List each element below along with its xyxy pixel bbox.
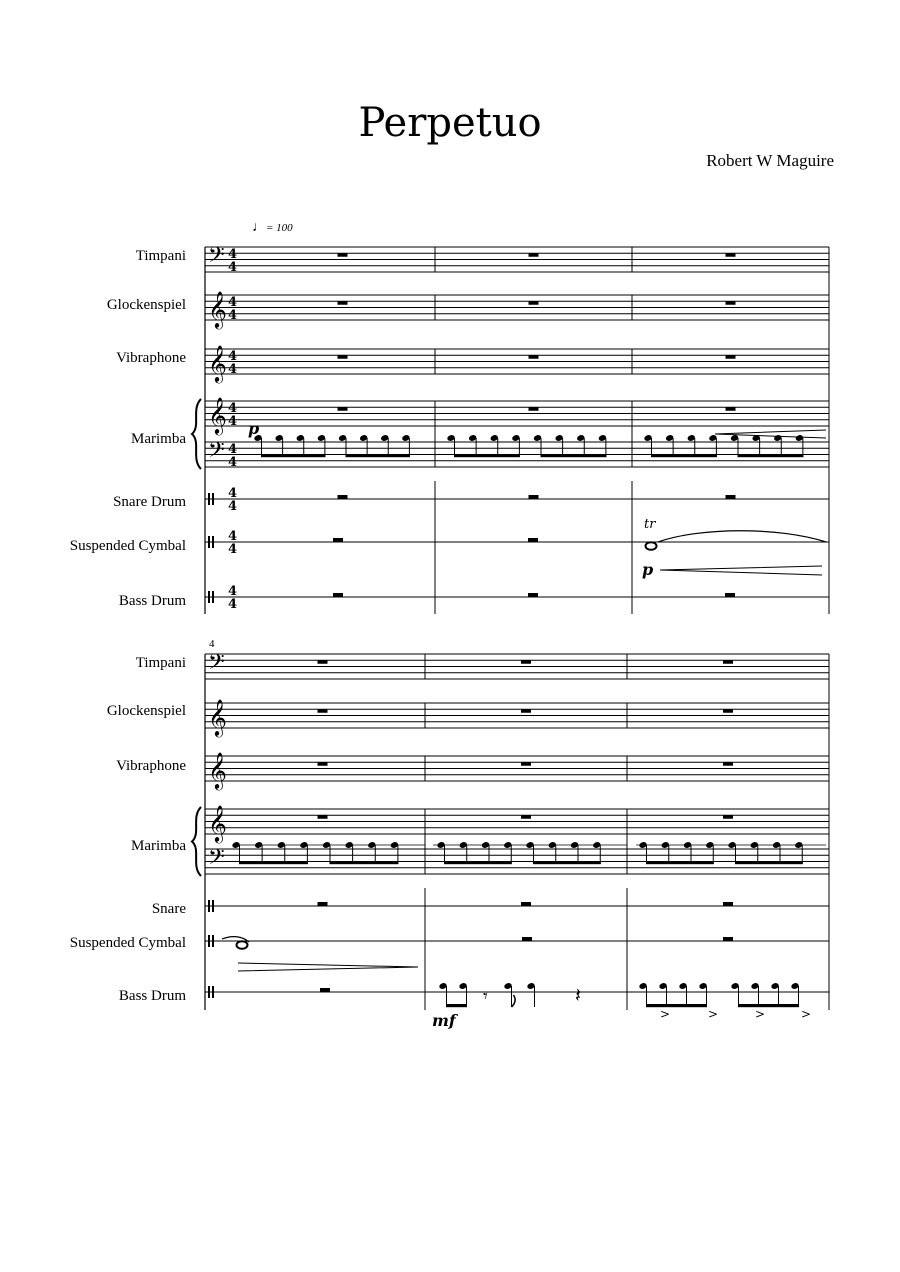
sys1-marimba-brace <box>192 399 201 469</box>
sys1-ts-mar-top-top: 4 <box>228 401 238 416</box>
inst-label-vibraphone-2: Vibraphone <box>116 758 186 774</box>
whole-rest <box>318 815 328 819</box>
percussion-clef <box>212 900 214 912</box>
percussion-clef <box>208 935 210 947</box>
sys2-marimba-beam <box>330 861 399 864</box>
sys1-ts-bd-top: 4 <box>228 584 238 599</box>
sys2-marimba-beam <box>444 861 512 864</box>
sys2-marimba-beam <box>239 861 308 864</box>
sys1-marimba-beam <box>541 454 607 457</box>
whole-rest <box>726 253 736 257</box>
bassdrum-flag <box>512 995 516 1007</box>
inst-label-glockenspiel: Glockenspiel <box>106 297 186 313</box>
whole-rest <box>318 762 328 766</box>
inst-label-snare-2: Snare <box>151 901 186 917</box>
whole-rest <box>521 762 531 766</box>
sys1-treble-clef: 𝄞 <box>208 290 227 328</box>
sys2-marimba-brace <box>192 807 201 876</box>
whole-rest <box>529 355 539 359</box>
whole-rest <box>521 902 531 906</box>
whole-rest <box>726 495 736 499</box>
sys1-treble-clef: 𝄞 <box>208 396 227 434</box>
sys2-marimba-beam <box>533 861 601 864</box>
measure-number: 4 <box>209 638 215 650</box>
percussion-clef <box>208 900 210 912</box>
sys1-ts-mar-bot-bottom: 4 <box>228 455 238 470</box>
inst-label-marimba: Marimba <box>131 431 186 447</box>
percussion-clef <box>212 536 214 548</box>
percussion-clef <box>212 493 214 505</box>
accent-mark: > <box>801 1007 812 1021</box>
whole-rest <box>723 815 733 819</box>
sys1-ts-mar-top-bottom: 4 <box>228 414 238 429</box>
sys1-ts-mar-bot-top: 4 <box>228 442 238 457</box>
bassdrum-beam <box>738 1004 799 1007</box>
bassdrum-beam <box>646 1004 707 1007</box>
sys1-marimba-beam <box>738 454 804 457</box>
bassdrum-beam <box>446 1004 467 1007</box>
sys1-ts-timpani-bottom: 4 <box>228 260 238 275</box>
sys2-treble-clef: 𝄞 <box>208 804 227 842</box>
sys1-ts-cym-bottom: 4 <box>228 542 238 557</box>
whole-rest <box>521 815 531 819</box>
cymbal-crescendo <box>660 566 822 575</box>
sys1-ts-snare-top: 4 <box>228 486 238 501</box>
whole-rest <box>723 709 733 713</box>
cymbal-whole-note <box>237 941 248 949</box>
whole-rest <box>338 355 348 359</box>
inst-label-bass-drum: Bass Drum <box>118 593 186 609</box>
sys1-ts-vib-bottom: 4 <box>228 362 238 377</box>
whole-rest <box>723 937 733 941</box>
sys1-ts-glock-bottom: 4 <box>228 308 238 323</box>
sys1-marimba-beam <box>651 454 717 457</box>
inst-label-timpani-2: Timpani <box>135 655 186 671</box>
whole-rest <box>318 660 328 664</box>
cymbal-whole-note <box>646 542 657 550</box>
whole-rest <box>333 538 343 542</box>
accent-mark: > <box>755 1007 766 1021</box>
sys1-ts-cym-top: 4 <box>228 529 238 544</box>
composer: Robert W Maguire <box>706 151 834 170</box>
cymbal-dynamic: p <box>642 560 654 579</box>
marimba-dynamic: p <box>248 419 260 438</box>
whole-rest <box>528 538 538 542</box>
percussion-clef <box>212 935 214 947</box>
sys1-marimba-beam <box>346 454 410 457</box>
percussion-clef <box>212 591 214 603</box>
whole-rest <box>529 253 539 257</box>
inst-label-vibraphone: Vibraphone <box>116 350 186 366</box>
whole-rest <box>338 301 348 305</box>
whole-rest <box>338 495 348 499</box>
percussion-clef <box>212 986 214 998</box>
inst-label-bass-drum-2: Bass Drum <box>118 988 186 1004</box>
percussion-clef <box>208 986 210 998</box>
whole-rest <box>529 301 539 305</box>
whole-rest <box>333 593 343 597</box>
whole-rest <box>338 407 348 411</box>
eighth-rest: 𝄾 <box>483 986 488 1007</box>
whole-rest <box>522 937 532 941</box>
sys1-ts-snare-bottom: 4 <box>228 499 238 514</box>
whole-rest <box>521 660 531 664</box>
trill-mark: tr <box>644 517 656 532</box>
whole-rest <box>726 407 736 411</box>
sys2-treble-clef: 𝄞 <box>208 698 227 736</box>
whole-rest <box>320 988 330 992</box>
sys2-marimba-beam <box>646 861 714 864</box>
whole-rest <box>528 593 538 597</box>
sys1-treble-clef: 𝄞 <box>208 344 227 382</box>
whole-rest <box>723 762 733 766</box>
tempo-value: = 100 <box>266 222 293 234</box>
sys1-bass-clef: 𝄢 <box>208 438 225 468</box>
whole-rest <box>725 593 735 597</box>
sys1-bass-clef: 𝄢 <box>208 243 225 273</box>
sys1-ts-glock-top: 4 <box>228 295 238 310</box>
whole-rest <box>723 660 733 664</box>
sys2-bass-clef: 𝄢 <box>208 845 225 875</box>
sys1-ts-timpani-top: 4 <box>228 247 238 262</box>
whole-rest <box>521 709 531 713</box>
whole-rest <box>723 902 733 906</box>
whole-rest <box>318 709 328 713</box>
inst-label-timpani: Timpani <box>135 248 186 264</box>
inst-label-snare-drum: Snare Drum <box>113 494 186 510</box>
sys2-marimba-beam <box>735 861 803 864</box>
percussion-clef <box>208 591 210 603</box>
percussion-clef <box>208 493 210 505</box>
whole-rest <box>726 355 736 359</box>
bassdrum-dynamic: mf <box>432 1011 456 1030</box>
sys1-marimba-beam <box>261 454 325 457</box>
inst-label-suspended-cymbal: Suspended Cymbal <box>69 538 186 554</box>
cymbal-tie <box>658 531 826 542</box>
cymbal-decrescendo <box>238 963 418 971</box>
quarter-note-icon: ♩ <box>252 220 266 235</box>
inst-label-marimba-2: Marimba <box>131 838 186 854</box>
score-title: Perpetuo <box>358 100 542 146</box>
accent-mark: > <box>708 1007 719 1021</box>
quarter-rest: 𝄽 <box>575 983 582 1007</box>
whole-rest <box>338 253 348 257</box>
whole-rest <box>529 407 539 411</box>
accent-mark: > <box>660 1007 671 1021</box>
sys2-treble-clef: 𝄞 <box>208 751 227 789</box>
sys2-bass-clef: 𝄢 <box>208 650 225 680</box>
whole-rest <box>529 495 539 499</box>
whole-rest <box>726 301 736 305</box>
inst-label-glockenspiel-2: Glockenspiel <box>106 703 186 719</box>
sys1-ts-vib-top: 4 <box>228 349 238 364</box>
sys1-ts-bd-bottom: 4 <box>228 597 238 612</box>
percussion-clef <box>208 536 210 548</box>
inst-label-suspended-cymbal-2: Suspended Cymbal <box>69 935 186 951</box>
sys1-marimba-beam <box>454 454 520 457</box>
whole-rest <box>318 902 328 906</box>
